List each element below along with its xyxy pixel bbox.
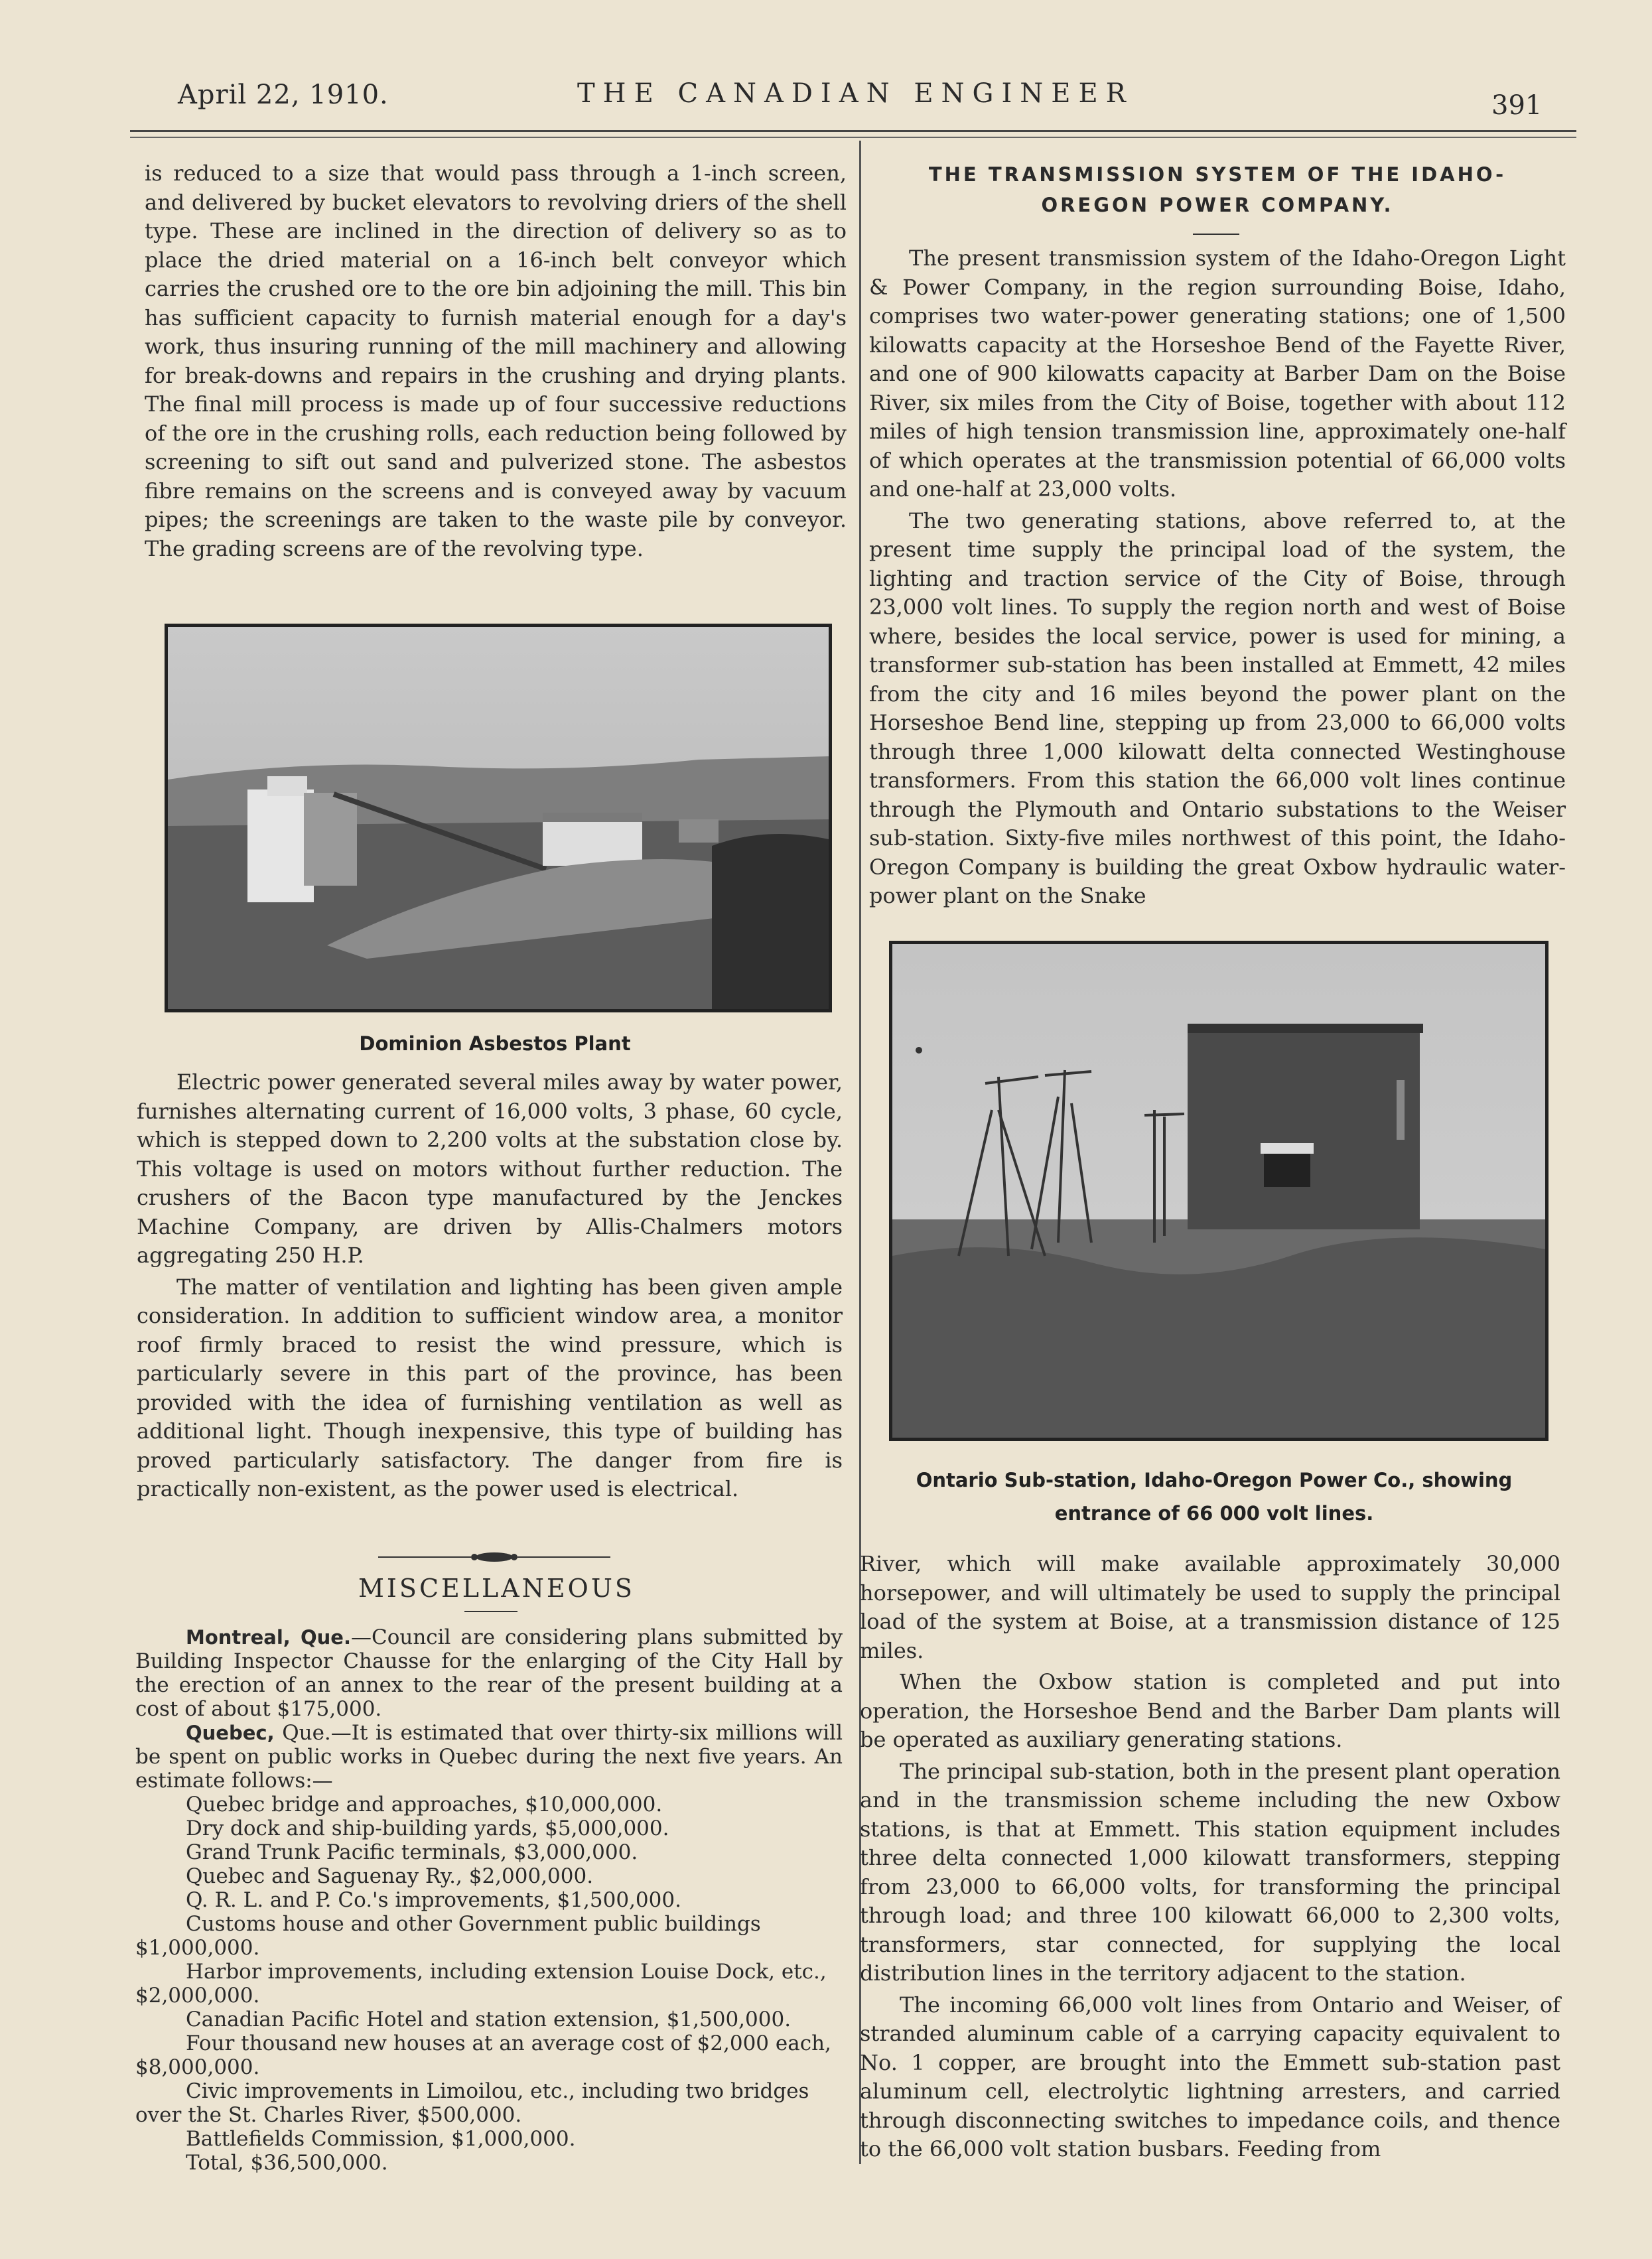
right-body-top [869, 244, 1566, 911]
title-rule [1193, 234, 1239, 235]
montreal-lead: Montreal, Que. [186, 1626, 351, 1649]
figure-caption-asbestos: Dominion Asbestos Plant [359, 1032, 631, 1055]
page-number: 391 [1491, 90, 1543, 121]
ontario-substation-photo [889, 941, 1549, 1441]
header-rule [130, 130, 1576, 132]
estimate-item: Grand Trunk Pacific terminals, $3,000,000. [186, 1840, 638, 1864]
estimate-item: Quebec and Saguenay Ry., $2,000,000. [186, 1864, 594, 1888]
heading-rule [464, 1611, 517, 1612]
miscellaneous-heading: MISCELLANEOUS [358, 1574, 635, 1603]
article-title: THE TRANSMISSION SYSTEM OF THE IDAHO-OREGON POWER COMPANY. [928, 163, 1507, 216]
estimate-item: Harbor improvements, including extension Louise Dock, etc., $2,000,000. [135, 1960, 827, 2008]
paragraph-emmett-substation: The principal sub-station, both in the present plant operation and in the transmission scheme including the new Oxbow stations, is that at Emmett. This station equipment includes three delta connected 1,000 kilowatt transformers, stepping from 23,000 to 66,000 volts, for transforming the principal through load; and three 100 kilowatt 66,000 to 2,300 volts, transformers, star connected, for supplying the local distribution lines in the territory adjacent to the station. [860, 1758, 1560, 1986]
left-body [137, 1068, 843, 1504]
intro-paragraph: is reduced to a size that would pass through a 1-inch screen, and delivered by bucket elevators to revolving driers of the shell type. These are inclined in the direction of delivery so as to place the dried material on a 16-inch belt conveyor which carries the crushed ore to the ore bin adjoining the mill. This bin has sufficient capacity to furnish material enough for a day's work, thus insuring running of the mill machinery and allowing for break-downs and repairs in the crushing and drying plants. The final mill process is made up of four successive reductions of the ore in the crushing rolls, each reduction being followed by screening to sift out sand and pulverized stone. The asbestos fibre remains on the screens and is conveyed away by vacuum pipes; the screenings are taken to the waste pile by conveyor. The grading screens are of the revolving type. [145, 161, 847, 561]
journal-title: THE CANADIAN ENGINEER [577, 78, 1134, 109]
paragraph-generating-stations: The two generating stations, above referred to, at the present time supply the principal load of the system, the lighting and traction service of the City of Boise, through 23,000 volt lines. To supply the region north and west of Boise where, besides the local service, power is used for mining, a transformer sub-station has been installed at Emmett, 42 miles from the city and 16 miles beyond the power plant on the Horseshoe Bend line, stepping up from 23,000 to 66,000 volts through three 1,000 kilowatt delta connected Westinghouse transformers. From this station the 66,000 volt lines continue through the Plymouth and Ontario substations to the Weiser sub-station. Sixty-five miles northwest of this point, the Idaho-Oregon Company is building the great Oxbow hydraulic water-power plant on the Snake [869, 508, 1566, 908]
estimate-item: Quebec bridge and approaches, $10,000,000. [186, 1793, 663, 1816]
paragraph-incoming-lines: The incoming 66,000 volt lines from Ontario and Weiser, of stranded aluminum cable of a carrying capacity equivalent to No. 1 copper, are brought into the Emmett sub-station past aluminum cell, electrolytic lightning arresters, and carried through disconnecting switches to impedance coils, and thence to the 66,000 volt station busbars. Feeding from [860, 1992, 1560, 2161]
paragraph-oxbow-completion: When the Oxbow station is completed and put into operation, the Horseshoe Bend and the Barber Dam plants will be operated as auxiliary generating stations. [860, 1669, 1560, 1752]
estimate-total: Total, $36,500,000. [186, 2151, 388, 2175]
header-rule-secondary [130, 137, 1576, 138]
estimate-item: Four thousand new houses at an average cost of $2,000 each, $8,000,000. [135, 2031, 831, 2079]
estimate-item: Dry dock and ship-building yards, $5,000,000. [186, 1816, 669, 1840]
figure-caption-substation: Ontario Sub-station, Idaho-Oregon Power Co., showing entrance of 66 000 volt lines. [916, 1469, 1513, 1525]
estimate-item: Q. R. L. and P. Co.'s improvements, $1,500,000. [186, 1888, 681, 1912]
issue-date: April 22, 1910. [178, 80, 389, 110]
estimate-item: Canadian Pacific Hotel and station extension, $1,500,000. [186, 2008, 792, 2031]
asbestos-plant-photo [165, 624, 832, 1012]
page-header [0, 80, 1652, 133]
montreal-item [135, 1625, 843, 1721]
estimate-item: Customs house and other Government public buildings $1,000,000. [135, 1912, 761, 1960]
paragraph-ventilation: The matter of ventilation and lighting has been given ample consideration. In addition to sufficient window area, a monitor roof firmly braced to resist the wind pressure, which is particularly severe in this part of the province, has been provided with the idea of furnishing ventilation as well as additional light. Though inexpensive, this type of building has proved particularly satisfactory. The danger from fire is practically non-existent, as the power used is electrical. [137, 1274, 843, 1501]
quebec-text: Que.—It is estimated that over thirty-six millions will be spent on public works in Quebec during the next five years. An estimate follows:— [135, 1721, 843, 1793]
estimate-item: Civic improvements in Limoilou, etc., including two bridges over the St. Charles River, $500,000. [135, 2079, 809, 2127]
quebec-item [135, 1721, 843, 1793]
paragraph-transmission-intro: The present transmission system of the Idaho-Oregon Light & Power Company, in the region surrounding Boise, Idaho, comprises two water-power generating stations; one of 1,500 kilowatts capacity at the Horseshoe Bend of the Fayette River, and one of 900 kilowatts capacity at Barber Dam on the Boise River, six miles from the City of Boise, together with about 112 miles of high tension transmission line, approximately one-half of which operates at the transmission potential of 66,000 volts and one-half at 23,000 volts. [869, 245, 1566, 502]
section-ornament [378, 1547, 610, 1567]
estimate-item: Battlefields Commission, $1,000,000. [186, 2127, 576, 2151]
quebec-lead: Quebec, [186, 1722, 275, 1744]
paragraph-electric-power: Electric power generated several miles away by water power, furnishes alternating current of 16,000 volts, 3 phase, 60 cycle, which is stepped down to 2,200 volts at the substation close by. This voltage is used on motors without further reduction. The crushers of the Bacon type manufactured by the Jenckes Machine Company, are driven by Allis-Chalmers motors aggregating 250 H.P. [137, 1069, 843, 1268]
right-body-bottom [860, 1550, 1560, 2164]
montreal-text: —Council are considering plans submitted by Building Inspector Chausse for the enlarging of the City Hall by the erection of an annex to the rear of the present building at a cost of about $175,000. [135, 1625, 843, 1721]
paragraph-oxbow-river: River, which will make available approximately 30,000 horsepower, and will ultimately be used to supply the principal load of the system at Boise, at a transmission distance of 125 miles. [860, 1551, 1560, 1663]
miscellaneous-section [135, 1625, 843, 2175]
left-intro [145, 159, 847, 563]
